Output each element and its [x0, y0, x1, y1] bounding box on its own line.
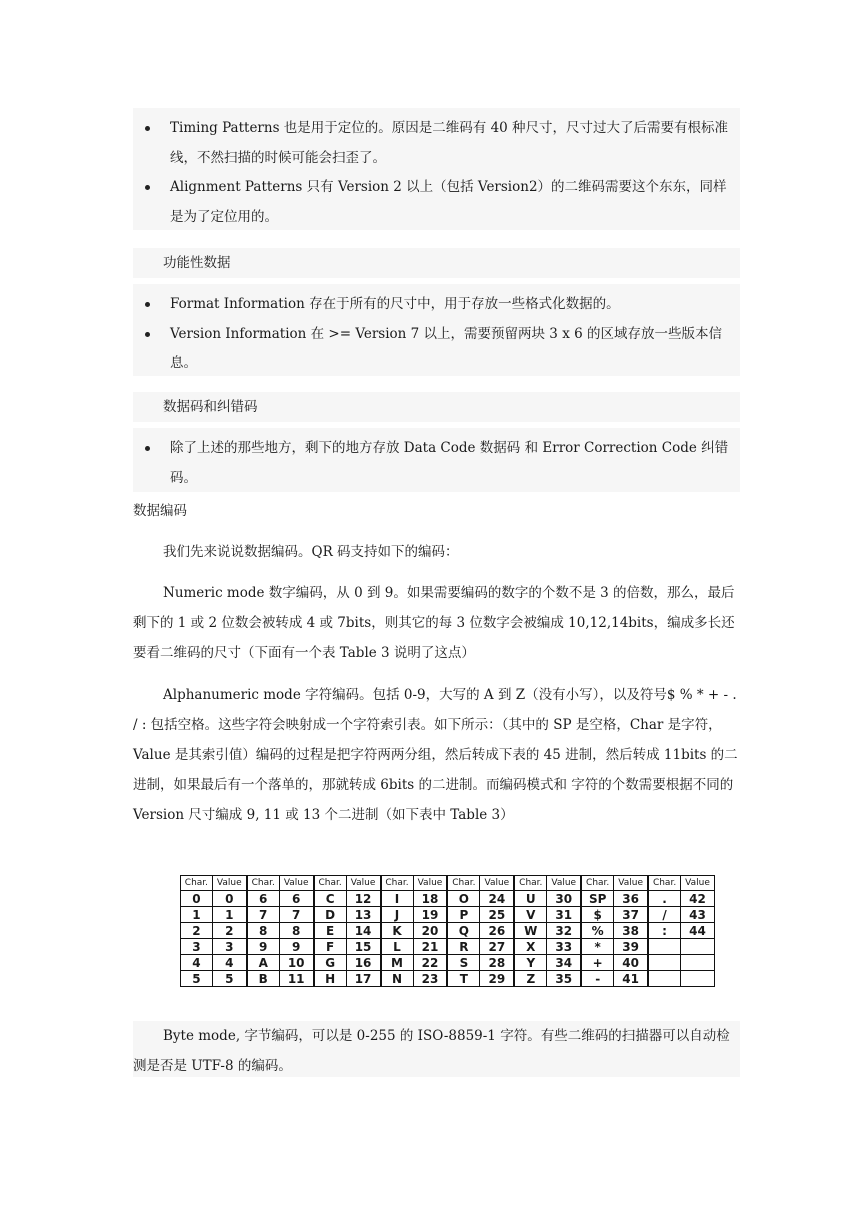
table-cell — [681, 955, 715, 971]
table-cell: 7 — [247, 907, 279, 923]
table-cell: L — [381, 939, 413, 955]
table-cell: 23 — [413, 971, 447, 987]
bullet-alignment-patterns: Alignment Patterns 只有 Version 2 以上（包括 Version2）的二维码需要这个东东，同样是为了定位用的。 — [133, 173, 740, 232]
table-cell: 26 — [480, 923, 514, 939]
table-header-cell: Char. — [581, 876, 613, 891]
table-cell: 1 — [212, 907, 246, 923]
table-cell: 8 — [279, 923, 313, 939]
bullet-format-information: Format Information 存在于所有的尺寸中，用于存放一些格式化数据的。 — [133, 290, 740, 320]
table-cell: A — [247, 955, 279, 971]
table-cell: 12 — [346, 891, 380, 907]
table-cell: . — [648, 891, 680, 907]
table-cell: K — [381, 923, 413, 939]
table-cell: 42 — [681, 891, 715, 907]
table-cell: 38 — [614, 923, 648, 939]
table-cell: - — [581, 971, 613, 987]
table-cell: 40 — [614, 955, 648, 971]
table-cell: R — [447, 939, 479, 955]
bullet-block-patterns — [133, 108, 740, 230]
table-cell — [681, 939, 715, 955]
table-cell: V — [514, 907, 546, 923]
table-cell: W — [514, 923, 546, 939]
table-cell: 10 — [279, 955, 313, 971]
table-row — [181, 939, 715, 955]
table-header-cell: Char. — [381, 876, 413, 891]
table-cell: * — [581, 939, 613, 955]
table-header-cell: Char. — [447, 876, 479, 891]
table-cell: Z — [514, 971, 546, 987]
table-cell: 3 — [181, 939, 213, 955]
table-cell: 35 — [547, 971, 581, 987]
table-cell: SP — [581, 891, 613, 907]
table-cell: 31 — [547, 907, 581, 923]
table-header-cell: Char. — [314, 876, 346, 891]
table-cell: 17 — [346, 971, 380, 987]
table-header-cell: Char. — [247, 876, 279, 891]
table-header-cell: Char. — [514, 876, 546, 891]
table-header-cell: Value — [614, 876, 648, 891]
table-header-cell: Value — [279, 876, 313, 891]
table-cell: 19 — [413, 907, 447, 923]
table-cell: 32 — [547, 923, 581, 939]
table-cell: 30 — [547, 891, 581, 907]
table-cell: + — [581, 955, 613, 971]
table-cell: % — [581, 923, 613, 939]
table-cell: 22 — [413, 955, 447, 971]
bullet-list — [133, 428, 740, 493]
table-row — [181, 955, 715, 971]
table-cell: 3 — [212, 939, 246, 955]
table-cell: 0 — [181, 891, 213, 907]
paragraph-alphanumeric-mode: Alphanumeric mode 字符编码。包括 0-9，大写的 A 到 Z（没有小写），以及符号$ % * + - . / : 包括空格。这些字符会映射成一个字符索引表。如下所示：（其中的 SP 是空格，Char 是字符，Value 是其索引值）编码的过程是把字符两两分组，然后转成下表的 45 进制，然后转成 11bits 的二进制，如果最后有一个落单的，那就转成 6bits 的二进制。而编码模式和 字符的个数需要根据不同的 Version 尺寸编成 9, 11 或 13 个二进制（如下表中 Table 3） — [133, 687, 738, 823]
table-cell: S — [447, 955, 479, 971]
bullet-list — [133, 108, 740, 232]
table-cell: 4 — [181, 955, 213, 971]
table-cell — [681, 971, 715, 987]
table-cell: 13 — [346, 907, 380, 923]
bullet-version-information: Version Information 在 >= Version 7 以上，需要预留两块 3 x 6 的区域存放一些版本信息。 — [133, 320, 740, 379]
paragraph-numeric-mode: Numeric mode 数字编码，从 0 到 9。如果需要编码的数字的个数不是 3 的倍数，那么，最后剩下的 1 或 2 位数会被转成 4 或 7bits，则其它的每 3 位数字会被编成 10,12,14bits，编成多长还要看二维码的尺寸（下面有一个表 Table 3 说明了这点） — [133, 585, 735, 661]
table-cell: B — [247, 971, 279, 987]
table-cell: 25 — [480, 907, 514, 923]
table-cell: 15 — [346, 939, 380, 955]
table-cell: 16 — [346, 955, 380, 971]
bullet-list — [133, 284, 740, 379]
table-row — [181, 971, 715, 987]
table-header-cell: Value — [346, 876, 380, 891]
table-cell: 7 — [279, 907, 313, 923]
table-cell: 39 — [614, 939, 648, 955]
table-cell: 43 — [681, 907, 715, 923]
table-cell: 34 — [547, 955, 581, 971]
table-cell: 44 — [681, 923, 715, 939]
table-cell: 6 — [279, 891, 313, 907]
paragraph-intro: 我们先来说说数据编码。QR 码支持如下的编码： — [163, 544, 459, 560]
paragraph-byte-mode: Byte mode, 字节编码，可以是 0-255 的 ISO-8859-1 字符。有些二维码的扫描器可以自动检测是否是 UTF-8 的编码。 — [133, 1021, 740, 1077]
table-header-cell: Char. — [648, 876, 680, 891]
table-cell: 41 — [614, 971, 648, 987]
character-index-table — [180, 875, 720, 998]
table-cell: T — [447, 971, 479, 987]
table-cell: 21 — [413, 939, 447, 955]
table-cell: / — [648, 907, 680, 923]
table-cell: 29 — [480, 971, 514, 987]
table-cell: 5 — [212, 971, 246, 987]
table-cell: 1 — [181, 907, 213, 923]
table-cell: H — [314, 971, 346, 987]
table-cell: : — [648, 923, 680, 939]
char-value-table — [180, 875, 715, 987]
table-cell: O — [447, 891, 479, 907]
table-cell: 8 — [247, 923, 279, 939]
table-cell: C — [314, 891, 346, 907]
table-header-cell: Char. — [181, 876, 213, 891]
bullet-timing-patterns: Timing Patterns 也是用于定位的。原因是二维码有 40 种尺寸，尺寸过大了后需要有根标准线，不然扫描的时候可能会扫歪了。 — [133, 114, 740, 173]
table-cell: 2 — [212, 923, 246, 939]
table-cell: F — [314, 939, 346, 955]
table-cell: U — [514, 891, 546, 907]
table-cell: E — [314, 923, 346, 939]
table-cell — [648, 955, 680, 971]
table-cell: 11 — [279, 971, 313, 987]
table-cell — [648, 971, 680, 987]
table-cell: 28 — [480, 955, 514, 971]
table-cell: 9 — [279, 939, 313, 955]
table-cell: 20 — [413, 923, 447, 939]
table-row — [181, 907, 715, 923]
table-cell: M — [381, 955, 413, 971]
bullet-block-info — [133, 284, 740, 376]
table-cell: Q — [447, 923, 479, 939]
subhead-data-ecc: 数据码和纠错码 — [133, 392, 740, 422]
subhead-functional-data: 功能性数据 — [133, 248, 740, 278]
table-cell: 4 — [212, 955, 246, 971]
table-cell: 18 — [413, 891, 447, 907]
table-row — [181, 891, 715, 907]
table-cell: Y — [514, 955, 546, 971]
table-cell: P — [447, 907, 479, 923]
table-header-cell: Value — [212, 876, 246, 891]
table-cell: 33 — [547, 939, 581, 955]
table-cell: N — [381, 971, 413, 987]
table-header-cell: Value — [547, 876, 581, 891]
table-cell: $ — [581, 907, 613, 923]
bullet-data-code: 除了上述的那些地方，剩下的地方存放 Data Code 数据码 和 Error Correction Code 纠错码。 — [133, 434, 740, 493]
table-cell: 0 — [212, 891, 246, 907]
table-cell: 2 — [181, 923, 213, 939]
table-header-row — [181, 876, 715, 891]
bullet-block-datacode — [133, 428, 740, 492]
table-cell: G — [314, 955, 346, 971]
table-cell: 37 — [614, 907, 648, 923]
table-cell: J — [381, 907, 413, 923]
table-cell: 5 — [181, 971, 213, 987]
table-header-cell: Value — [413, 876, 447, 891]
table-header-cell: Value — [681, 876, 715, 891]
table-cell — [648, 939, 680, 955]
table-cell: 36 — [614, 891, 648, 907]
heading-data-encoding: 数据编码 — [133, 503, 187, 519]
table-cell: 9 — [247, 939, 279, 955]
table-header-cell: Value — [480, 876, 514, 891]
table-cell: 27 — [480, 939, 514, 955]
table-cell: 14 — [346, 923, 380, 939]
table-cell: I — [381, 891, 413, 907]
table-row — [181, 923, 715, 939]
table-cell: D — [314, 907, 346, 923]
table-cell: 24 — [480, 891, 514, 907]
table-cell: X — [514, 939, 546, 955]
table-cell: 6 — [247, 891, 279, 907]
